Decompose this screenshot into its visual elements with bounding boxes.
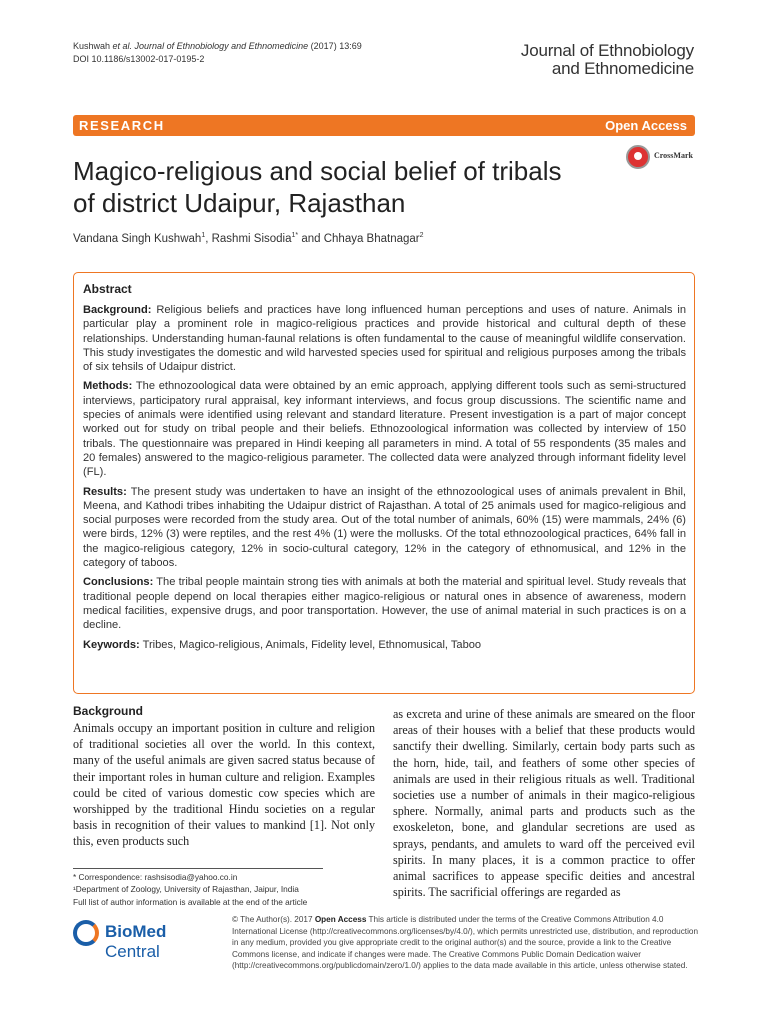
- abstract-methods-label: Methods:: [83, 380, 133, 393]
- abstract-conclusions-label: Conclusions:: [83, 576, 154, 589]
- abstract-methods: [83, 379, 686, 479]
- biomed-central-wordmark-rest: Central: [105, 942, 160, 961]
- author-2[interactable]: Rashmi Sisodia: [211, 232, 292, 245]
- crossmark-label: CrossMark: [654, 151, 693, 160]
- footnote-divider: [73, 868, 323, 869]
- biomed-central-wordmark: [105, 922, 223, 962]
- abstract-heading: Abstract: [83, 282, 132, 296]
- biomed-central-logo[interactable]: [73, 920, 223, 961]
- journal-name-line1: Journal of Ethnobiology: [520, 41, 694, 60]
- crossmark-badge[interactable]: [626, 145, 706, 175]
- body-column-right: [393, 706, 695, 900]
- author-list: [73, 232, 424, 245]
- full-list-note: Full list of author information is available at the end of the article: [73, 896, 308, 907]
- crossmark-icon: [626, 145, 650, 169]
- article-title-line1: Magico-religious and social belief of tribals: [73, 156, 562, 186]
- author-2-affiliation: 1*: [291, 232, 299, 239]
- abstract-keywords-text: Tribes, Magico-religious, Animals, Fidelity level, Ethnomusical, Taboo: [139, 638, 482, 651]
- license-open-access: Open Access: [314, 915, 367, 924]
- doi[interactable]: DOI 10.1186/s13002-017-0195-2: [73, 54, 205, 64]
- correspondence-note[interactable]: * Correspondence: rashsisodia@yahoo.co.in: [73, 872, 238, 882]
- abstract-keywords-label: Keywords:: [83, 638, 140, 651]
- footnotes: [73, 871, 307, 908]
- citation-line: [73, 40, 362, 53]
- article-title-line2: of district Udaipur, Rajasthan: [73, 188, 406, 218]
- journal-name: [521, 42, 694, 78]
- citation-header: [73, 40, 362, 66]
- biomed-central-swirl-icon: [73, 920, 99, 946]
- author-1[interactable]: Vandana Singh Kushwah: [73, 232, 202, 245]
- background-heading: Background: [73, 704, 144, 718]
- author-3[interactable]: Chhaya Bhatnagar: [323, 232, 420, 245]
- abstract-background-label: Background:: [83, 304, 152, 316]
- abstract-keywords: [83, 638, 686, 652]
- author-3-affiliation: 2: [419, 232, 424, 239]
- article-type-label: RESEARCH: [79, 118, 165, 133]
- citation-journal: Journal of Ethnobiology and Ethnomedicine: [132, 41, 309, 51]
- article-title: [73, 155, 623, 219]
- abstract-background-text: Religious beliefs and practices have long influenced human perceptions and uses of nature. Animals in particular play a prominent role in magico-religious practices and provide historical and cultural depth of these relationships. Understanding human-faunal relations is often fundamental to the cause of meaningful wildlife conservation. This study investigates the domestic and wild harvested species used for spiritual and religious purposes among the tribals of six tehsils of Udaipur district.: [83, 304, 686, 374]
- author-separator: ,: [205, 232, 212, 245]
- license-statement: [232, 914, 698, 972]
- open-access-label: Open Access: [605, 118, 687, 133]
- abstract-box: [73, 272, 695, 694]
- abstract-results-text: The present study was undertaken to have an insight of the ethnozoological uses of animals prevalent in Bhil, Meena, and Kathodi tribes inhabiting the Udaipur district of Rajasthan. A total of 25 animals used for magico-religious and social purposes were recorded from the study area. Out of the total number of animals, 60% (15) were mammals, 24% (6) were birds, 12% (3) were reptiles, and the rest 4% (1) were the mollusks. Of the total ethnozoological practices, 64% fall in the magico-religious category, 12% in socio-cultural category, 12% in the category of ethnomusical, and 12% in the category of taboos.: [83, 485, 686, 570]
- abstract-results-label: Results:: [83, 485, 127, 498]
- author-separator: and: [298, 232, 324, 245]
- citation-authors: Kushwah: [73, 41, 113, 51]
- license-text: This article is distributed under the terms of the Creative Commons Attribution 4.0 International License (http://creativecommons.org/licenses/by/4.0/), which permits unrestricted use, distribution, and reproduction in any medium, provided you give appropriate credit to the original author(s) and the source, provide a link to the Creative Commons license, and indicate if changes were made. The Creative Commons Public Domain Dedication waiver (http://creativecommons.org/publicdomain/zero/1.0/) applies to the data made available in this article, unless otherwise stated.: [232, 915, 699, 970]
- biomed-central-wordmark-bold: BioMed: [105, 922, 167, 941]
- abstract-methods-text: The ethnozoological data were obtained by an emic approach, applying different tools such as semi-structured interviews, participatory rural appraisal, key informant interviews, and focus group discussions. The scientific name and species of animals were identified using relevant and standard literature. Present investigation is a part of major concept worked out for study on tribal people and their beliefs. Ethnozoological information was collected by interview of 150 tribals. The questionnaire was prepared in Hindi keeping all parameters in mind. A total of 55 respondents (35 males and 20 females) answered to the magico-religious parameter. The collected data were analyzed through informant fidelity level (FL).: [83, 380, 686, 479]
- body-text-left: Animals occupy an important position in culture and religion of traditional societies all over the world. In this context, many of the useful animals are given sacred status because of their important roles in human culture and religion. Examples could be cited of various domestic cow species which are worshipped by the traditional Hindu societies on a regular basis in recognition of their values to mankind [1]. Not only this, even products such: [73, 721, 375, 849]
- citation-year-volume: (2017) 13:69: [308, 41, 362, 51]
- author-1-affiliation: 1: [201, 232, 206, 239]
- license-prefix: © The Author(s). 2017: [232, 915, 315, 924]
- abstract-conclusions: [83, 575, 686, 632]
- body-text-right: as excreta and urine of these animals are smeared on the floor areas of their houses with a belief that these products would sanctify their dwelling. Similarly, certain body parts such as the horn, hide, tail, and feathers of some other species of animals are used in their religious rituals as well. Traditional societies use a number of animals in their magico-religious sphere. Normally, animal parts and products such as the exoskeleton, bone, and glandular secretions are used as sprays, pendants, and amulets to ward off the perceived evil spirits. In many places, it is a common practice to offer animal sacrifices to appease specific deities and ancestral spirits. The sacrificial offerings are regarded as: [393, 707, 695, 900]
- affiliation-note: ¹Department of Zoology, University of Rajasthan, Jaipur, India: [73, 884, 299, 895]
- body-column-left: [73, 704, 375, 850]
- citation-etal: et al.: [112, 41, 133, 51]
- abstract-conclusions-text: The tribal people maintain strong ties with animals at both the material and spiritual level. Study reveals that traditional people depend on local therapies either magico-religious or natural ones in absence of awareness, modern medical facilities, expensive drugs, and poor transportation. However, the use of animal material in such practices is on a decline.: [83, 576, 686, 632]
- abstract-results: [83, 485, 686, 571]
- journal-name-line2: and Ethnomedicine: [551, 59, 694, 78]
- article-type-banner: [73, 115, 695, 136]
- abstract-background: [83, 303, 686, 374]
